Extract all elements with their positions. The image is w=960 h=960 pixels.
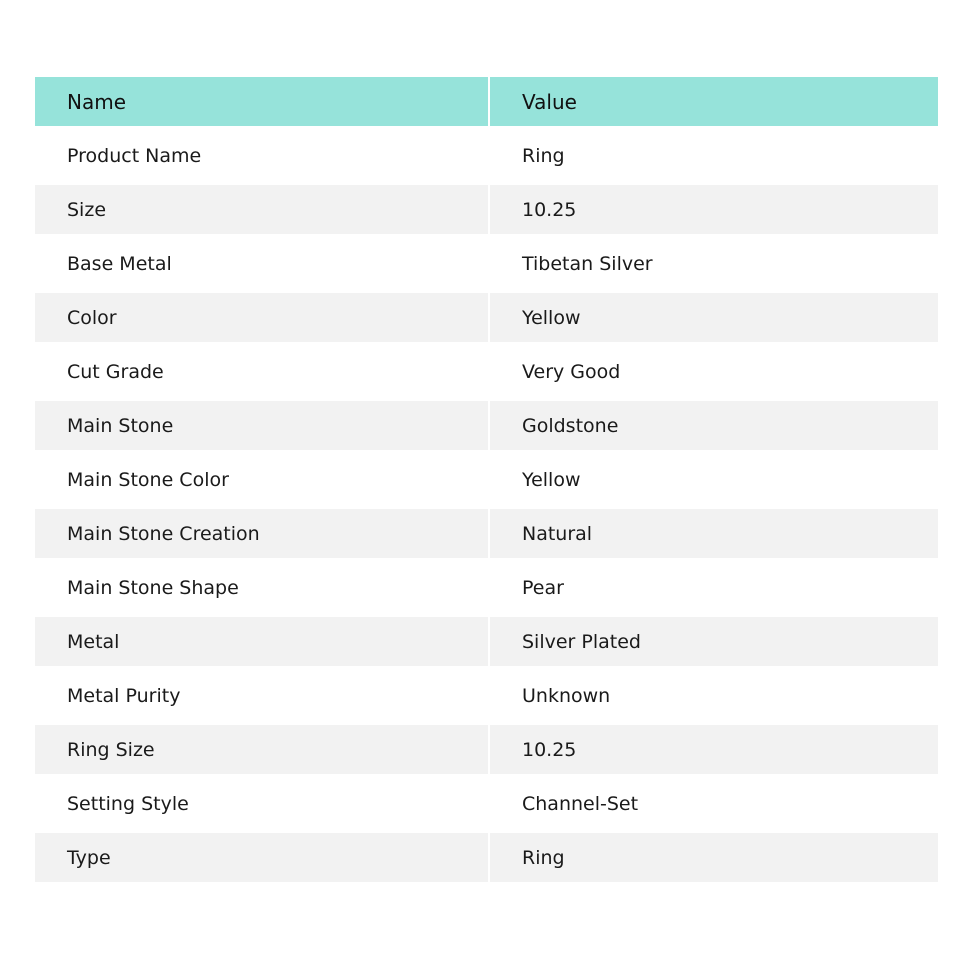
row-name-cell: Main Stone Shape (35, 563, 490, 617)
row-name-cell: Main Stone Color (35, 455, 490, 509)
row-name-cell: Base Metal (35, 239, 490, 293)
table-row (35, 671, 938, 725)
table-body (35, 131, 938, 887)
table-header (35, 77, 938, 131)
table-row (35, 617, 938, 671)
row-value-cell: Ring (490, 833, 938, 887)
row-value-cell: Natural (490, 509, 938, 563)
row-name-cell: Color (35, 293, 490, 347)
row-name-cell: Size (35, 185, 490, 239)
row-name-cell: Type (35, 833, 490, 887)
row-value-cell: Goldstone (490, 401, 938, 455)
table-row (35, 239, 938, 293)
row-value-cell: Pear (490, 563, 938, 617)
specification-table (35, 77, 938, 887)
table-row (35, 347, 938, 401)
row-name-cell: Setting Style (35, 779, 490, 833)
table-row (35, 779, 938, 833)
table-row (35, 509, 938, 563)
table-row (35, 293, 938, 347)
row-name-cell: Ring Size (35, 725, 490, 779)
row-value-cell: Very Good (490, 347, 938, 401)
table-row (35, 185, 938, 239)
table-row (35, 401, 938, 455)
table-row (35, 563, 938, 617)
row-value-cell: Unknown (490, 671, 938, 725)
row-name-cell: Main Stone Creation (35, 509, 490, 563)
row-name-cell: Cut Grade (35, 347, 490, 401)
row-value-cell: Yellow (490, 293, 938, 347)
row-value-cell: Ring (490, 131, 938, 185)
table-row (35, 131, 938, 185)
row-value-cell: Tibetan Silver (490, 239, 938, 293)
row-value-cell: 10.25 (490, 185, 938, 239)
row-name-cell: Main Stone (35, 401, 490, 455)
row-name-cell: Metal Purity (35, 671, 490, 725)
table-row (35, 833, 938, 887)
row-name-cell: Metal (35, 617, 490, 671)
header-row (35, 77, 938, 131)
table-row (35, 725, 938, 779)
row-value-cell: Silver Plated (490, 617, 938, 671)
row-value-cell: Yellow (490, 455, 938, 509)
column-header-value: Value (490, 77, 938, 131)
row-name-cell: Product Name (35, 131, 490, 185)
row-value-cell: 10.25 (490, 725, 938, 779)
column-header-name: Name (35, 77, 490, 131)
row-value-cell: Channel-Set (490, 779, 938, 833)
table-row (35, 455, 938, 509)
